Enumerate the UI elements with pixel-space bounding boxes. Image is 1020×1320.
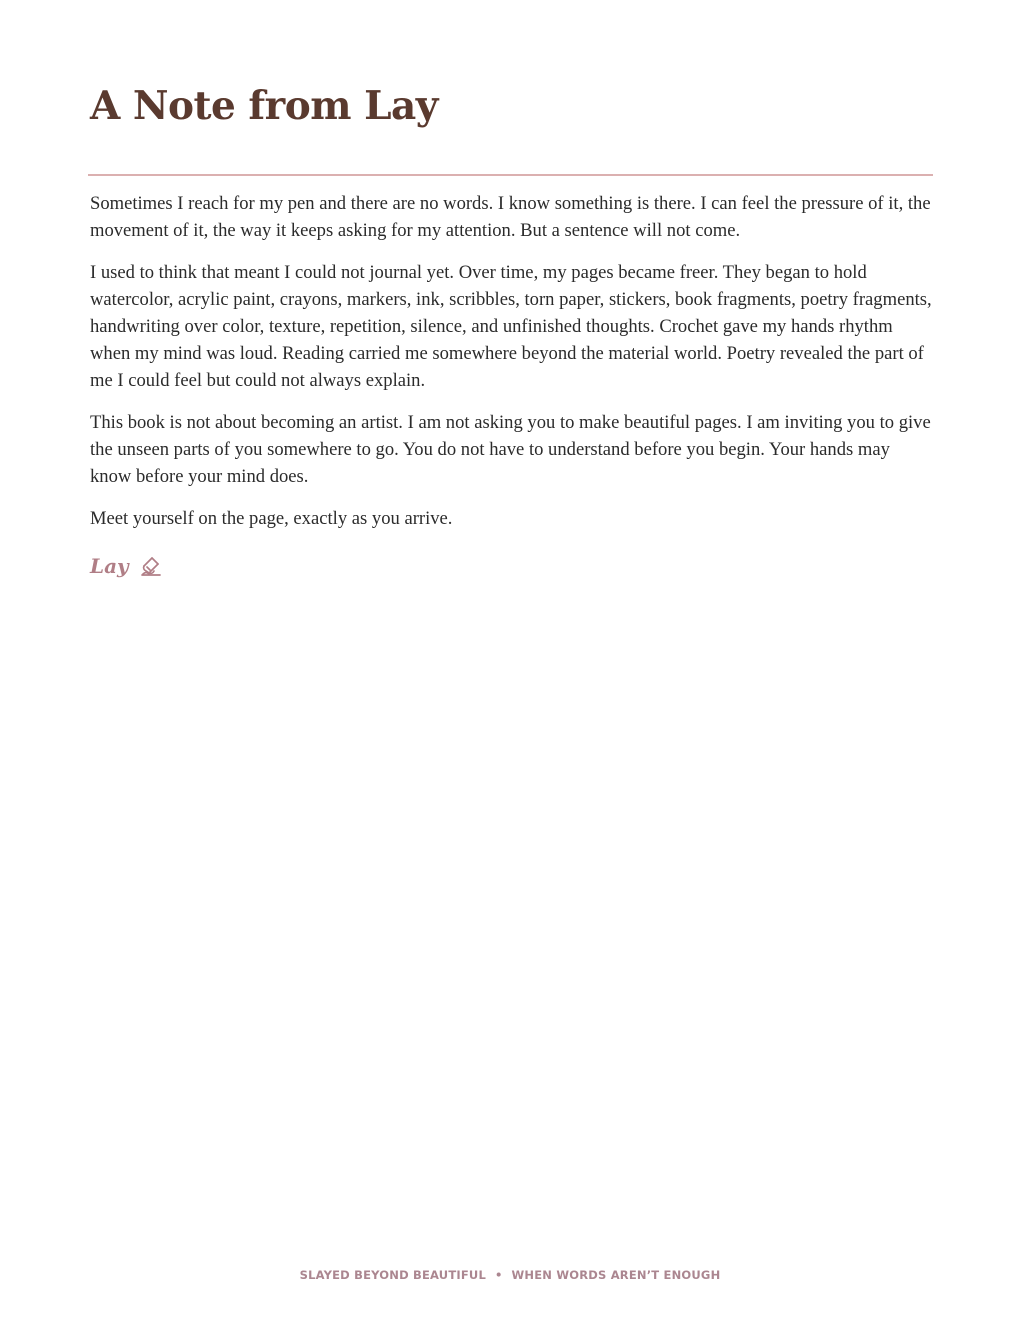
note-body [90,190,933,547]
paragraph-2: I used to think that meant I could not journal yet. Over time, my pages became freer. They began to hold watercolor, acrylic paint, crayons, markers, ink, scribbles, torn paper, stickers, book fragments, poetry fragments, handwriting over color, texture, repetition, silence, and unfinished thoughts. Crochet gave my hands rhythm when my mind was loud. Reading carried me somewhere beyond the material world. Poetry revealed the part of me I could feel but could not always explain. [90,262,932,391]
page-title: A Note from Lay [90,83,438,129]
title-divider [88,174,933,176]
paragraph-3: This book is not about becoming an artist. I am not asking you to make beautiful pages. I am inviting you to give the unseen parts of you somewhere to go. You do not have to understand before you begin. Your hands may know before your mind does. [90,412,931,487]
paragraph-4: Meet yourself on the page, exactly as you arrive. [90,508,453,529]
signature-name: Lay [90,554,129,578]
paragraph-1: Sometimes I reach for my pen and there are no words. I know something is there. I can feel the pressure of it, the movement of it, the way it keeps asking for my attention. But a sentence will not come. [90,193,931,241]
signature [90,551,163,581]
footer-subtitle: WHEN WORDS AREN’T ENOUGH [511,1268,721,1282]
footer-book-title: SLAYED BEYOND BEAUTIFUL [299,1268,486,1282]
page-footer [0,1267,1020,1283]
writing-hand-icon [139,554,163,578]
footer-separator: • [494,1268,503,1282]
